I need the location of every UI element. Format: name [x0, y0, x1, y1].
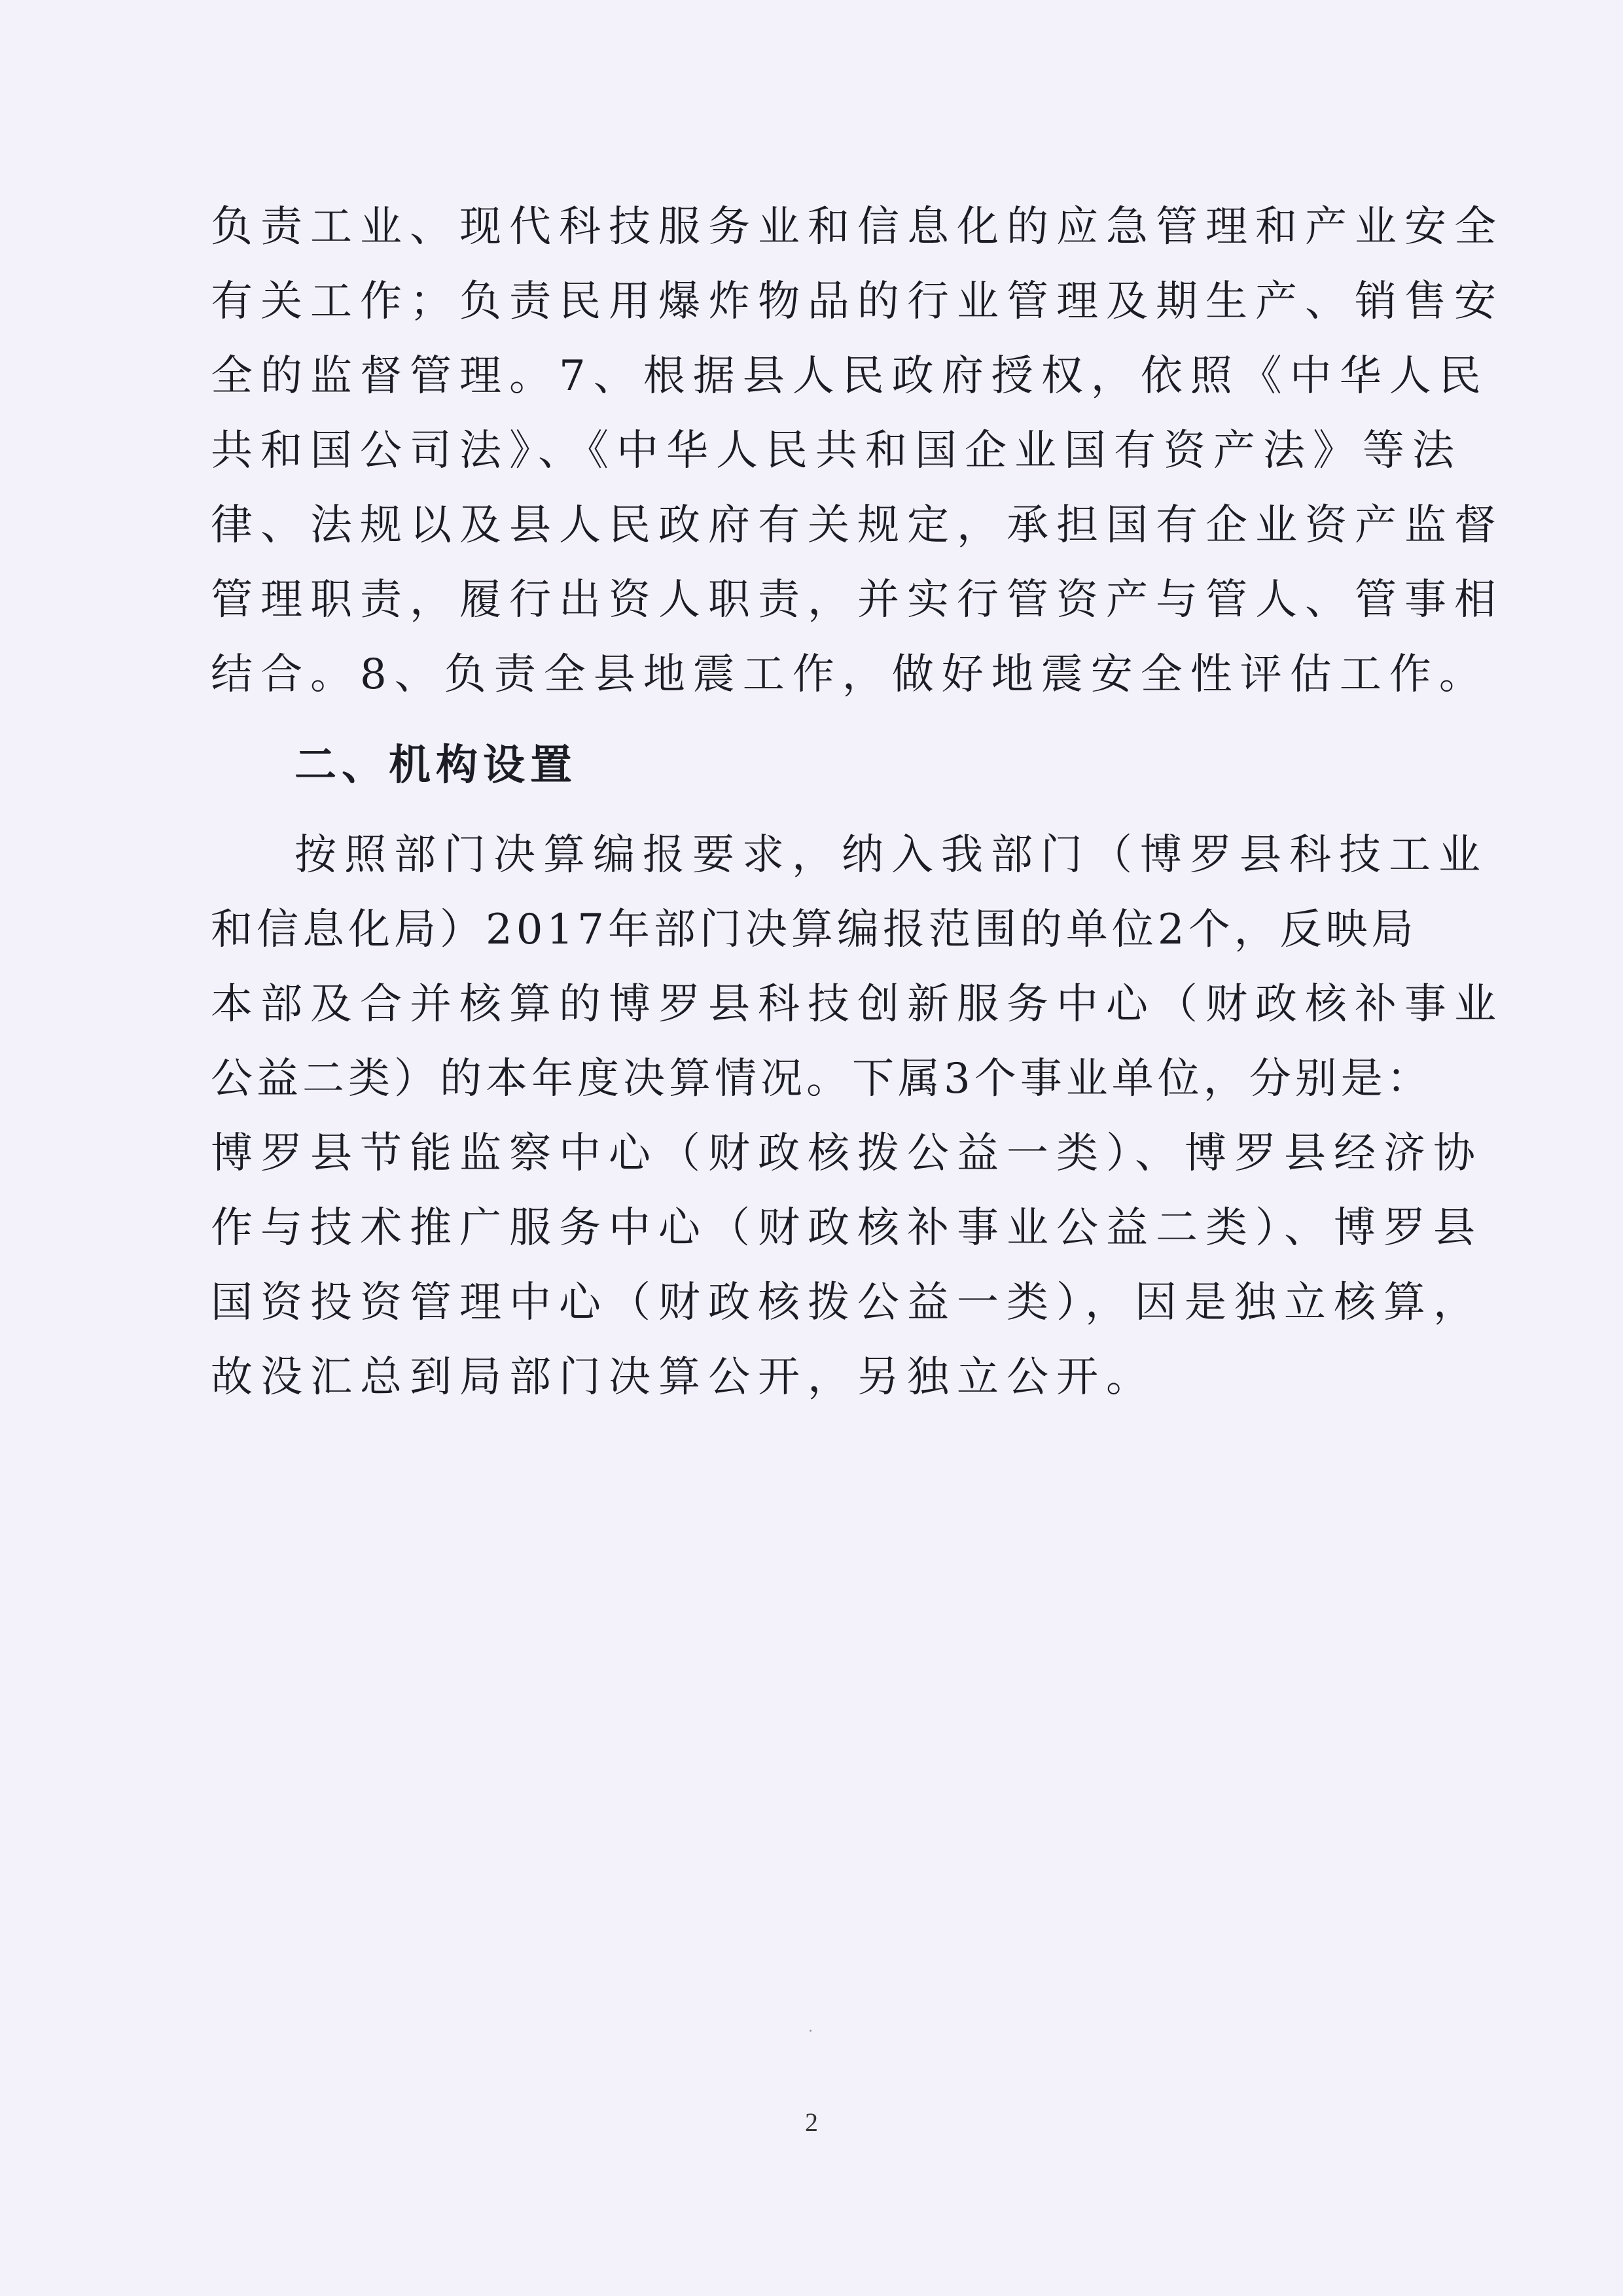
text-line: 本部及合并核算的博罗县科技创新服务中心（财政核补事业 — [211, 980, 1504, 1029]
text-line: 国资投资管理中心（财政核拨公益一类），因是独立核算， — [211, 1279, 1483, 1327]
text-line: 管理职责，履行出资人职责，并实行管资产与管人、管事相 — [211, 576, 1504, 624]
page-number: 2 — [805, 2108, 818, 2137]
scan-speck — [810, 2030, 812, 2032]
body-text — [211, 190, 1504, 1415]
text-line: 作与技术推广服务中心（财政核补事业公益二类）、博罗县 — [211, 1204, 1483, 1252]
text-line: 博罗县节能监察中心（财政核拨公益一类）、博罗县经济协 — [211, 1129, 1483, 1178]
text-line: 按照部门决算编报要求，纳入我部门（博罗县科技工业 — [294, 831, 1488, 879]
text-line: 共和国公司法》、《中华人民共和国企业国有资产法》等法 — [211, 427, 1462, 475]
text-line: 和信息化局）2017年部门决算编报范围的单位2个，反映局 — [211, 906, 1418, 954]
text-line: 故没汇总到局部门决算公开，另独立公开。 — [211, 1353, 1156, 1402]
paragraph-duties — [211, 190, 1504, 712]
paragraph-organization — [211, 818, 1504, 1415]
text-line: 律、法规以及县人民政府有关规定，承担国有企业资产监督 — [211, 501, 1504, 550]
text-line: 结合。8、负责全县地震工作，做好地震安全性评估工作。 — [211, 650, 1489, 699]
text-line: 公益二类）的本年度决算情况。下属3个事业单位，分别是： — [211, 1055, 1433, 1103]
text-line: 负责工业、现代科技服务业和信息化的应急管理和产业安全 — [211, 203, 1504, 251]
text-line: 有关工作；负责民用爆炸物品的行业管理及期生产、销售安 — [211, 277, 1504, 326]
section-heading: 二、机构设置 — [294, 741, 577, 790]
text-line: 全的监督管理。7、根据县人民政府授权，依照《中华人民 — [211, 352, 1489, 400]
